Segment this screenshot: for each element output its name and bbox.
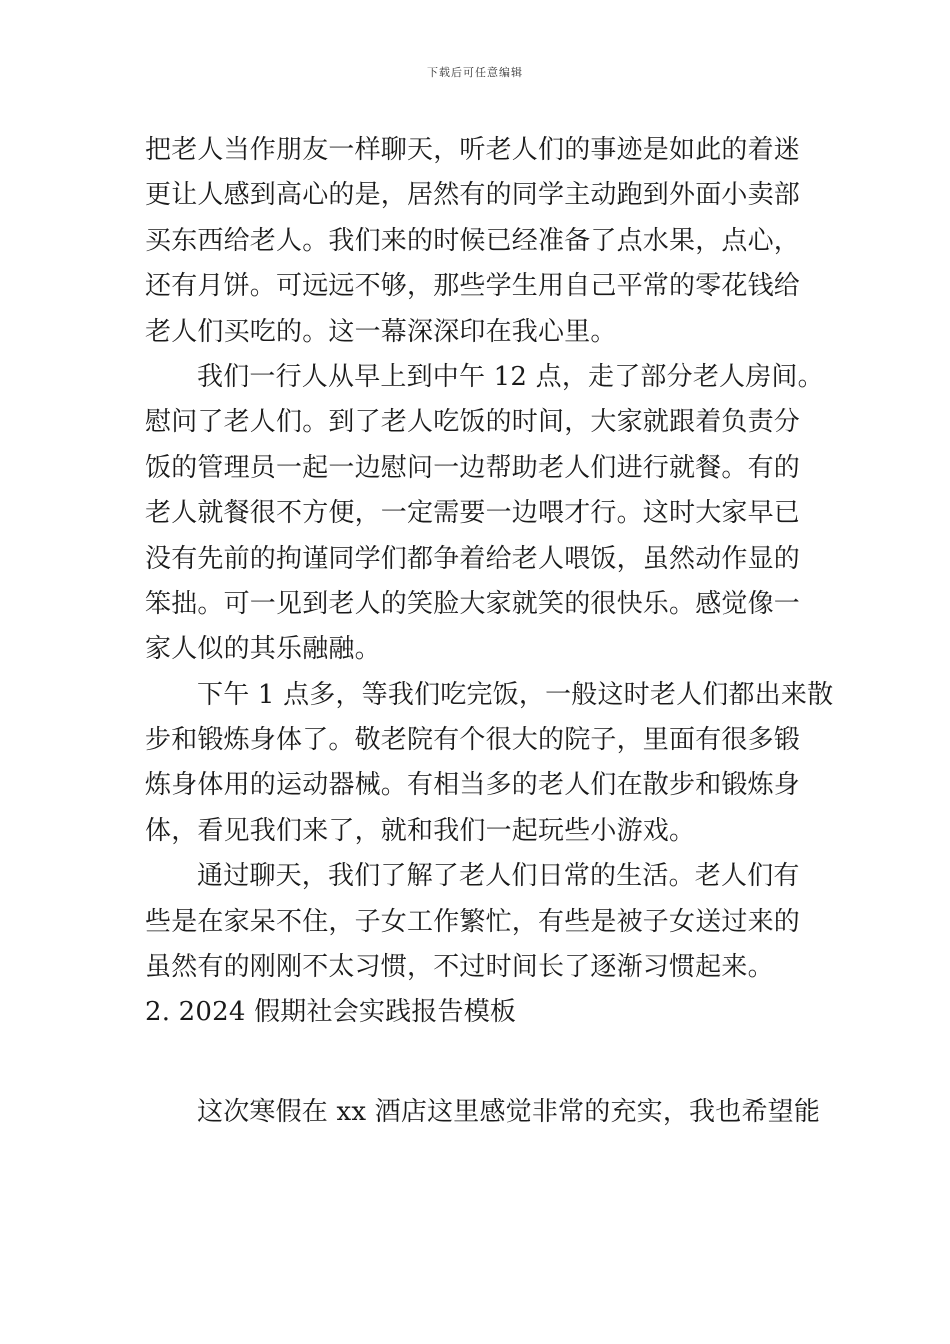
paragraph-2 (145, 355, 824, 673)
text-line: 这次寒假在 xx 酒店这里感觉非常的充实，我也希望能 (197, 1096, 821, 1127)
paragraph-4 (145, 854, 815, 990)
section-heading: 2. 2024 假期社会实践报告模板 (145, 997, 517, 1028)
text-line: 饭的管理员一起一边慰问一边帮助老人们进行就餐。有的 (145, 452, 801, 483)
paragraph-5 (145, 1090, 821, 1135)
text-line: 把老人当作朋友一样聊天，听老人们的事迹是如此的着迷 (145, 135, 801, 165)
text-line: 笨拙。可一见到老人的笑脸大家就笑的很快乐。感觉像一 (145, 588, 801, 619)
text-line: 家人似的其乐融融。 (145, 634, 381, 665)
document-body (145, 128, 834, 1135)
text-line: 通过聊天，我们了解了老人们日常的生活。老人们有 (197, 861, 800, 892)
text-line: 老人们买吃的。这一幕深深印在我心里。 (145, 316, 617, 347)
text-line: 老人就餐很不方便，一定需要一边喂才行。这时大家早已 (145, 498, 801, 529)
paragraph-3 (145, 673, 834, 855)
paragraph-1 (145, 128, 815, 355)
text-line: 没有先前的拘谨同学们都争着给老人喂饭，虽然动作显的 (145, 543, 801, 574)
text-line: 下午 1 点多，等我们吃完饭，一般这时老人们都出来散 (197, 679, 834, 710)
text-line: 虽然有的刚刚不太习惯，不过时间长了逐渐习惯起来。 (145, 952, 774, 983)
spacer (145, 1036, 815, 1090)
text-line: 还有月饼。可远远不够，那些学生用自己平常的零花钱给 (145, 271, 801, 302)
text-line: 慰问了老人们。到了老人吃饭的时间，大家就跟着负责分 (145, 407, 801, 438)
text-line: 炼身体用的运动器械。有相当多的老人们在散步和锻炼身 (145, 770, 801, 801)
text-line: 我们一行人从早上到中午 12 点，走了部分老人房间。 (197, 361, 824, 392)
text-line: 买东西给老人。我们来的时候已经准备了点水果，点心， (145, 225, 801, 256)
text-line: 步和锻炼身体了。敬老院有个很大的院子，里面有很多锻 (145, 725, 801, 756)
text-line: 体，看见我们来了，就和我们一起玩些小游戏。 (145, 815, 696, 846)
page-header: 下载后可任意编辑 (427, 66, 523, 79)
text-line: 些是在家呆不住，子女工作繁忙，有些是被子女送过来的 (145, 906, 801, 937)
text-line: 更让人感到高心的是，居然有的同学主动跑到外面小卖部 (145, 180, 801, 211)
